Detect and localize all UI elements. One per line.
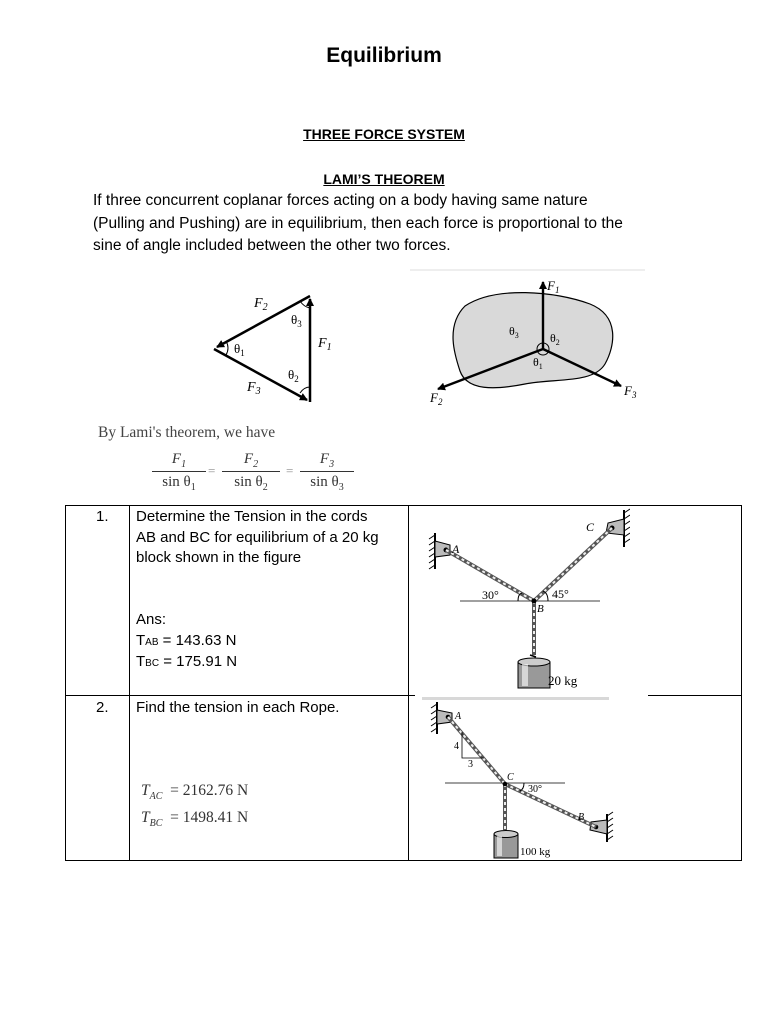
label-angle-45: 45°	[552, 587, 569, 601]
triangle-label-theta2: $\theta_2$	[288, 367, 299, 384]
lami-caption: By Lami's theorem, we have	[98, 424, 276, 441]
label-mass-20kg: 20 kg	[548, 673, 578, 688]
label-point-c: C	[586, 520, 595, 534]
body-label-theta1: $\theta_1$	[533, 355, 543, 371]
triangle-label-f1: $F_1$	[318, 336, 332, 353]
force-triangle-diagram	[200, 290, 350, 415]
section-heading-lamis-theorem: LAMI’S THEOREM	[323, 171, 445, 187]
table-row-divider	[648, 695, 742, 696]
label-angle-30: 30°	[482, 588, 499, 602]
joint-b	[532, 599, 537, 604]
theorem-statement	[93, 190, 693, 258]
answer-tbc: $T_{BC} = 1498.41$ N	[141, 809, 249, 830]
theorem-line: sine of angle included between the other two forces.	[93, 237, 451, 254]
problem-number: 1.	[96, 508, 109, 525]
triangle-label-f3: $F_3$	[247, 380, 261, 397]
body-label-f2: $F_2$	[430, 390, 443, 407]
body-label-theta2: $\theta_2$	[550, 331, 560, 347]
label-slope-3: 3	[468, 759, 473, 770]
problem-2-figure	[420, 700, 620, 860]
formula-equals: =	[208, 463, 216, 478]
triangle-label-f2: $F_2$	[254, 296, 268, 313]
page-title: Equilibrium	[326, 44, 442, 67]
answer-tbc: TBC = 175.91 N	[136, 653, 238, 670]
theorem-line: If three concurrent coplanar forces acting on a body having same nature	[93, 192, 588, 209]
table-divider	[408, 505, 409, 861]
formula-equals: =	[286, 463, 294, 478]
label-point-b: B	[578, 812, 585, 823]
body-label-theta3: $\theta_3$	[509, 324, 519, 340]
triangle-label-theta3: $\theta_3$	[291, 312, 302, 329]
triangle-label-theta1: $\theta_1$	[234, 341, 245, 358]
problem-question: Find the tension in each Rope.	[136, 699, 340, 716]
problem-1-figure	[410, 507, 630, 693]
table-divider	[129, 505, 130, 861]
body-label-f1: $F_1$	[547, 278, 560, 295]
label-mass-100kg: 100 kg	[520, 846, 551, 858]
formula-term-1: $\frac{F_1}{\sin \theta_1}$	[152, 451, 206, 493]
label-point-c: C	[507, 772, 514, 783]
angle-arc-theta2	[300, 387, 310, 393]
label-point-b: B	[537, 603, 544, 615]
answer-tab: TAB = 143.63 N	[136, 632, 237, 649]
label-point-a: A	[452, 542, 460, 556]
answer-label: Ans:	[136, 611, 167, 628]
section-heading-three-force: THREE FORCE SYSTEM	[303, 126, 465, 142]
formula-term-3: $\frac{F_3}{\sin \theta_3}$	[300, 451, 354, 493]
problem-number: 2.	[96, 699, 109, 716]
label-angle-30: 30°	[528, 784, 542, 795]
theorem-line: (Pulling and Pushing) are in equilibrium, then each force is proportional to the	[93, 214, 623, 232]
table-row-divider	[65, 695, 415, 696]
problem-question: Determine the Tension in the cords AB and BC for equilibrium of a 20 kg block shown in the figure	[136, 508, 379, 566]
body-label-f3: $F_3$	[624, 383, 637, 400]
label-slope-4: 4	[454, 741, 459, 752]
formula-term-2: $\frac{F_2}{\sin \theta_2}$	[222, 451, 280, 493]
label-point-a: A	[455, 711, 462, 722]
rigid-body-diagram	[405, 266, 655, 416]
answer-tac: $T_{AC} = 2162.76$ N	[141, 782, 249, 803]
